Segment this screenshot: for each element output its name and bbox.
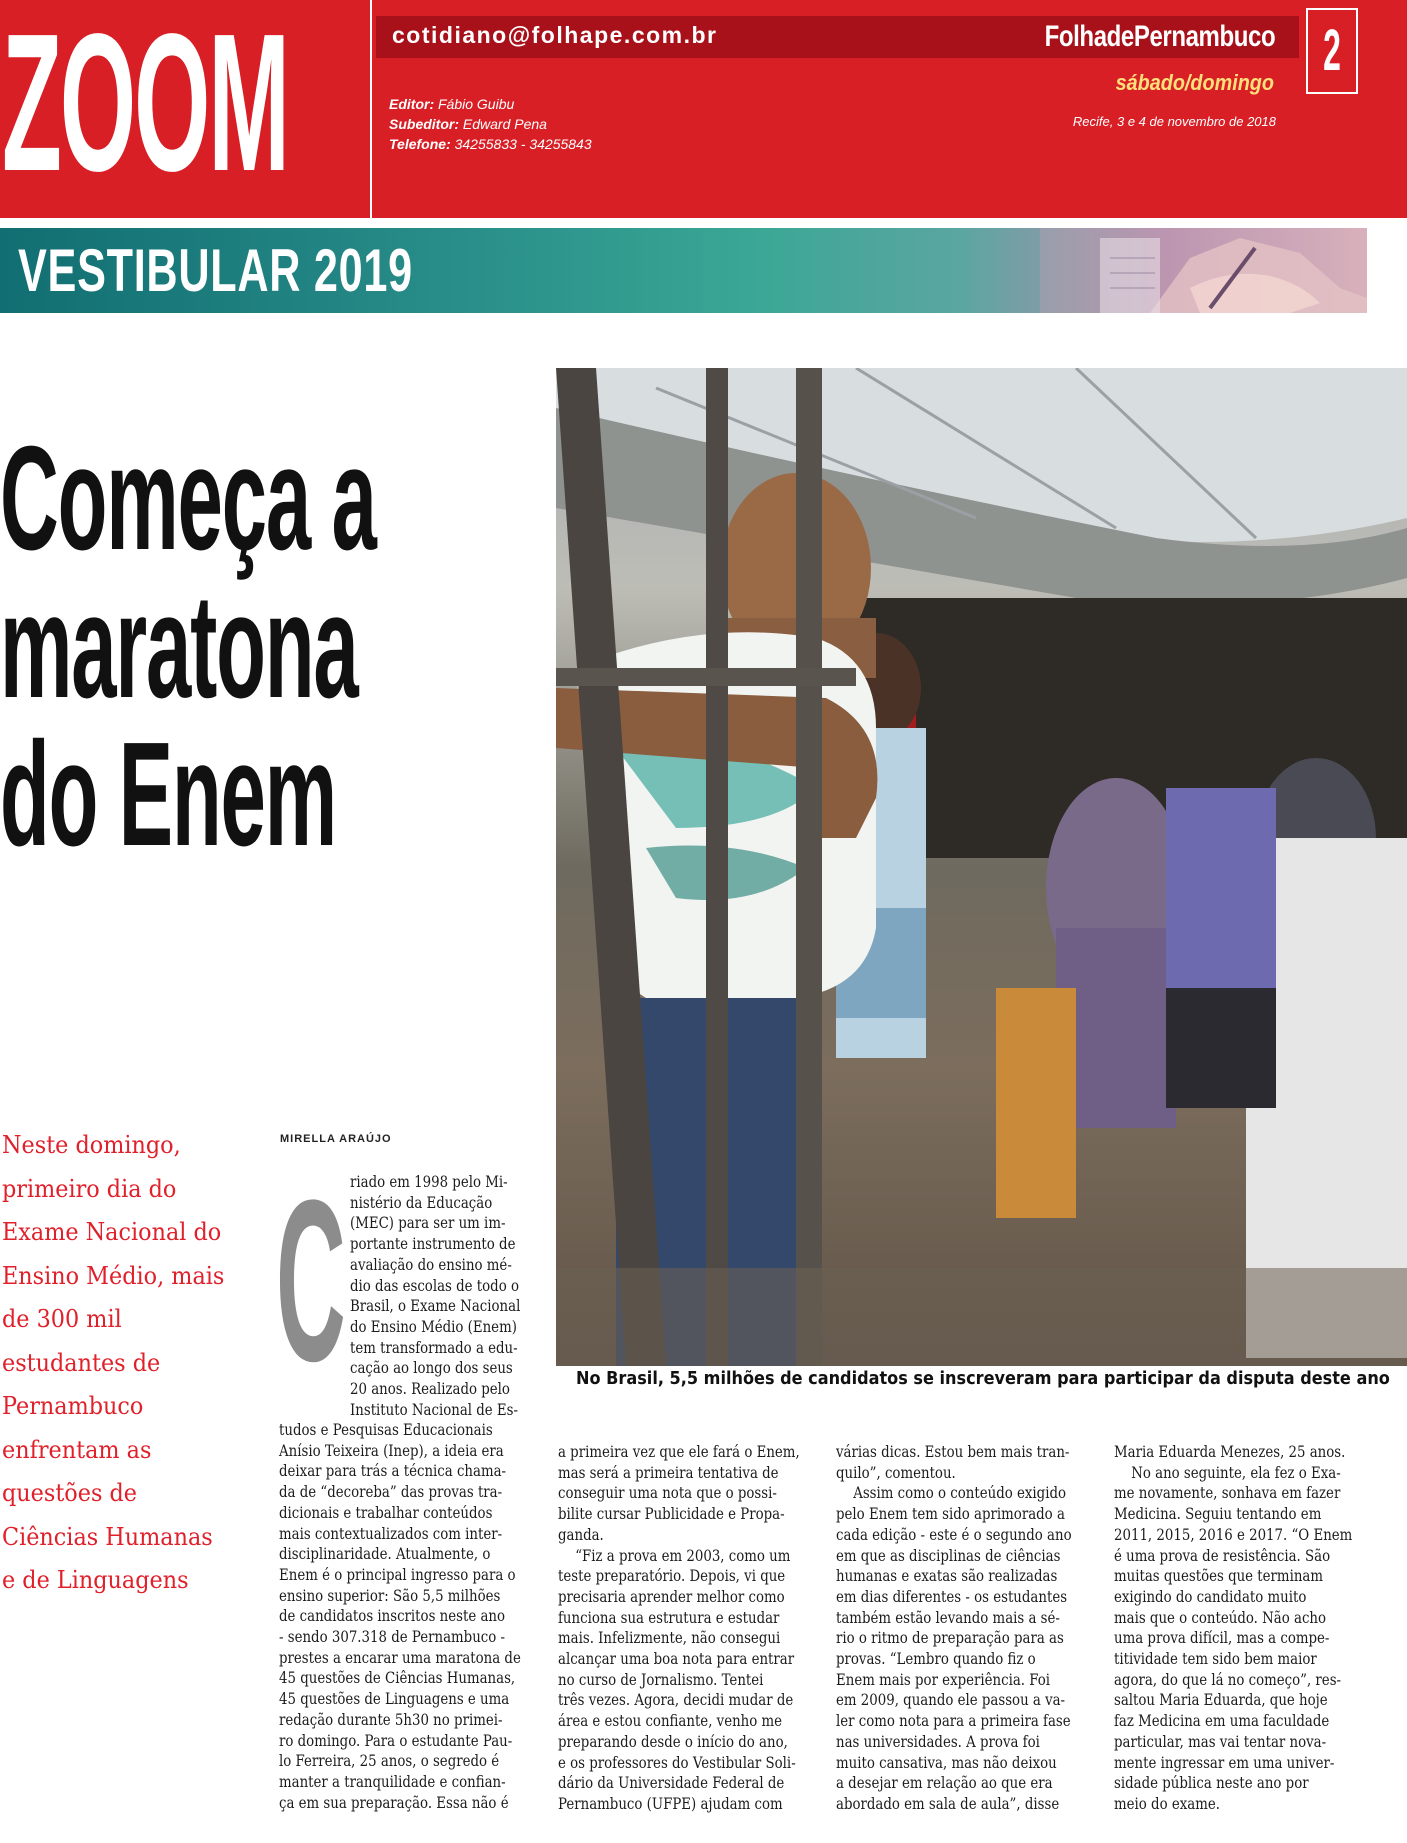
body-line: portante instrumento de [350,1235,516,1254]
body-line: quilo”, comentou. [836,1463,956,1482]
body-line: exigindo do candidato muito [1114,1587,1307,1606]
article-deck [2,1124,235,1603]
body-line: é uma prova de resistência. São [1114,1546,1331,1565]
headline-line: maratona [0,564,358,729]
body-line: humanas e exatas são realizadas [836,1567,1058,1586]
body-line: redação durante 5h30 no primei- [279,1710,503,1729]
phone-number: 34255833 - 34255843 [454,136,592,152]
body-line: em que as disciplinas de ciências [836,1546,1061,1565]
newspaper-name: FolhadePernambuco [1044,20,1275,53]
body-line: Enem mais por experiência. Foi [836,1670,1051,1689]
deck-line: primeiro dia do [2,1174,177,1203]
article-photo [556,368,1407,1366]
deck-line: e de Linguagens [2,1566,189,1594]
body-line: ça em sua preparação. Essa não é [279,1793,509,1812]
body-line: particular, mas vai tentar nova- [1114,1732,1327,1751]
section-name: ZOOM [2,0,288,212]
body-line: da de “decoreba” das provas tra- [279,1483,503,1502]
body-line: também estão levando mais a sé- [836,1608,1060,1627]
body-line: mais que o conteúdo. Não acho [1114,1608,1327,1627]
body-line: ro domingo. Para o estudante Pau- [279,1731,513,1750]
body-line: alcançar uma boa nota para entrar [558,1650,795,1669]
editor-credit [389,94,592,114]
phone-label: Telefone: [389,136,451,152]
body-line: do Ensino Médio (Enem) [350,1317,517,1336]
body-line: 45 questões de Ciências Humanas, [279,1669,516,1688]
body-line: provas. “Lembro quando fiz o [836,1650,1036,1669]
body-line: 45 questões de Linguagens e uma [279,1690,510,1709]
edition-dateline: Recife, 3 e 4 de novembro de 2018 [1072,114,1276,129]
deck-line: Pernambuco [2,1392,144,1420]
body-line: cação ao longo dos seus [350,1359,513,1378]
body-line: “Fiz a prova em 2003, como um [575,1546,791,1565]
body-line: avaliação do ensino mé- [350,1255,512,1274]
body-line: (MEC) para ser um im- [350,1214,506,1233]
deck-line: de 300 mil [2,1305,122,1333]
photo-caption: No Brasil, 5,5 milhões de candidatos se inscreveram para participar da disputa deste ano [576,1369,1390,1389]
body-line: em 2009, quando ele passou a va- [836,1691,1066,1710]
deck-line: Ensino Médio, mais [2,1261,225,1290]
body-line: no curso de Jornalismo. Tentei [558,1670,764,1689]
body-line: mas será a primeira tentativa de [558,1463,779,1482]
body-line: cada edição - este é o segundo ano [836,1525,1072,1544]
subeditor-name: Edward Pena [462,116,547,132]
body-line: Brasil, o Exame Nacional [350,1297,521,1316]
body-line: - sendo 307.318 de Pernambuco - [279,1628,506,1647]
article-byline: MIRELLA ARAÚJO [280,1133,392,1145]
edition-weekday: sábado/domingo [1115,70,1274,95]
body-line: nas universidades. A prova foi [836,1732,1040,1751]
editorial-credits [389,94,592,154]
body-line: agora, do que lá no começo”, res- [1114,1670,1342,1689]
body-line: a primeira vez que ele fará o Enem, [558,1443,800,1461]
body-line: precisaria aprender melhor como [558,1587,785,1606]
body-line: faz Medicina em uma faculdade [1114,1712,1330,1731]
body-line: conseguir uma nota que o possi- [558,1484,777,1503]
body-line: No ano seguinte, ela fez o Exa- [1131,1463,1341,1482]
body-line: abordado em sala de aula”, disse [836,1794,1060,1813]
body-column-1-wrap [350,1172,520,1420]
body-line: tudos e Pesquisas Educacionais [279,1421,493,1439]
phone-credit [389,134,592,154]
body-line: sidade pública neste ano por [1114,1774,1309,1793]
banner-hand-writing-image [1040,228,1367,313]
body-line: várias dicas. Estou bem mais tran- [836,1443,1070,1461]
page-number-box [1306,8,1358,94]
body-column-2 [558,1442,800,1815]
body-line: 20 anos. Realizado pelo [350,1380,510,1399]
body-line: riado em 1998 pelo Mi- [350,1173,508,1191]
body-line: mente ingressar em uma univer- [1114,1753,1335,1772]
body-line: Pernambuco (UFPE) ajudam com [558,1794,783,1813]
body-line: prestes a encarar uma maratona de [279,1648,521,1667]
body-line: funciona sua estrutura e estudar [558,1608,780,1627]
body-line: muito cansativa, mas não deixou [836,1753,1057,1772]
body-line: manter a tranquilidade e confian- [279,1772,506,1791]
body-line: 2011, 2015, 2016 e 2017. “O Enem [1114,1525,1353,1544]
deck-line: Neste domingo, [2,1131,181,1159]
body-line: muitas questões que terminam [1114,1567,1324,1586]
deck-line: estudantes de [2,1348,161,1377]
body-line: deixar para trás a técnica chama- [279,1462,507,1481]
body-column-1 [279,1420,521,1813]
subeditor-label: Subeditor: [389,116,459,132]
editor-label: Editor: [389,96,435,112]
drop-cap: C [276,1152,346,1409]
body-line: dicionais e trabalhar conteúdos [279,1503,493,1522]
body-line: dio das escolas de todo o [350,1276,519,1295]
body-line: lo Ferreira, 25 anos, o segredo é [279,1752,500,1771]
body-line: nistério da Educação [350,1193,493,1212]
body-line: e os professores do Vestibular Soli- [558,1753,796,1772]
article-headline [0,416,376,877]
email-bar [376,16,1299,58]
body-line: Instituto Nacional de Es- [350,1400,519,1419]
editor-name: Fábio Guibu [438,96,515,112]
subeditor-credit [389,114,592,134]
body-line: me novamente, sonhava em fazer [1114,1484,1341,1503]
deck-line: Exame Nacional do [2,1218,222,1246]
body-line: mais. Infelizmente, não consegui [558,1629,781,1648]
body-line: três vezes. Agora, decidi mudar de [558,1691,794,1710]
body-line: Maria Eduarda Menezes, 25 anos. [1114,1443,1346,1461]
page-header [0,0,1407,218]
headline-line: do Enem [0,712,337,877]
body-column-3 [836,1442,1072,1815]
body-line: rio o ritmo de preparação para as [836,1629,1064,1648]
header-divider [370,0,372,218]
deck-line: Ciências Humanas [2,1522,213,1551]
deck-line: questões de [2,1479,137,1507]
contact-email[interactable]: cotidiano@folhape.com.br [392,22,718,48]
body-line: Medicina. Seguiu tentando em [1114,1505,1322,1524]
body-column-4 [1114,1442,1352,1815]
body-line: Enem é o principal ingresso para o [279,1565,516,1584]
section-banner [0,228,1367,313]
headline-line: Começa a [0,416,376,581]
body-line: ganda. [558,1525,604,1544]
body-line: Anísio Teixeira (Inep), a ideia era [279,1441,504,1460]
body-line: pelo Enem tem sido aprimorado a [836,1505,1065,1524]
body-line: saltou Maria Eduarda, que hoje [1114,1691,1328,1710]
body-line: de candidatos inscritos neste ano [279,1607,506,1626]
body-line: ensino superior: São 5,5 milhões [279,1586,501,1605]
body-line: bilite cursar Publicidade e Propa- [558,1505,785,1524]
body-line: em dias diferentes - os estudantes [836,1587,1068,1606]
photo-illustration [556,368,1407,1366]
body-line: dário da Universidade Federal de [558,1774,785,1793]
body-line: tem transformado a edu- [350,1338,518,1357]
body-line: uma prova difícil, mas a compe- [1114,1629,1330,1648]
body-line: titividade tem sido bem maior [1114,1650,1317,1669]
body-line: preparando desde o início do ano, [558,1732,788,1751]
body-line: área e estou confiante, venho me [558,1712,783,1731]
body-line: Assim como o conteúdo exigido [853,1484,1067,1503]
body-line: teste preparatório. Depois, vi que [558,1567,786,1586]
banner-title: VESTIBULAR 2019 [18,237,413,304]
body-line: meio do exame. [1114,1794,1220,1813]
body-line: disciplinaridade. Atualmente, o [279,1545,491,1564]
body-line: a desejar em relação ao que era [836,1774,1053,1793]
deck-line: enfrentam as [2,1435,152,1464]
body-line: mais contextualizados com inter- [279,1524,503,1543]
body-line: ler como nota para a primeira fase [836,1712,1071,1731]
page-number: 2 [1323,18,1341,83]
